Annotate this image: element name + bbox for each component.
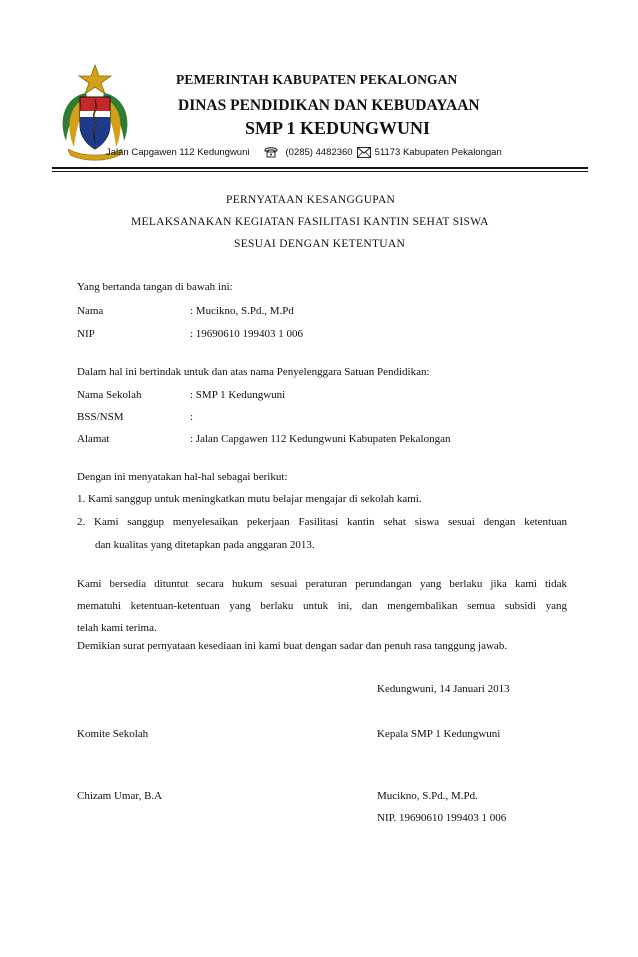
right-signatory-name: Mucikno, S.Pd., M.Pd. — [377, 790, 478, 802]
letterhead-school-name: SMP 1 KEDUNGWUNI — [245, 118, 431, 138]
postal-text: 51173 Kabupaten Pekalongan — [374, 146, 502, 158]
envelope-icon — [357, 147, 371, 158]
address-value: : Jalan Capgawen 112 Kedungwuni Kabupaten Pekalongan — [190, 433, 451, 445]
right-signatory-nip: NIP. 19690610 199403 1 006 — [377, 812, 507, 824]
phone-text: (0285) 4482360 — [285, 146, 353, 158]
signer-intro: Yang bertanda tangan di bawah ini: — [77, 281, 233, 293]
statement-item-2-line2: dan kualitas yang ditetapkan pada anggaran 2013. — [95, 539, 315, 551]
address-label: Alamat — [77, 433, 110, 445]
document-title-line3: SESUAI DENGAN KETENTUAN — [234, 238, 406, 250]
bss-nsm-value: : — [190, 411, 194, 423]
closing-line3: telah kami terima. — [77, 622, 157, 634]
letterhead-divider-thick — [52, 167, 588, 169]
closing-line1: Kami bersedia dituntut secara hukum sesuai peraturan perundangan yang berlaku jika kami tidak — [77, 578, 567, 590]
org-intro: Dalam hal ini bertindak untuk dan atas nama Penyelenggara Satuan Pendidikan: — [77, 366, 430, 378]
statement-intro: Dengan ini menyatakan hal-hal sebagai berikut: — [77, 471, 288, 483]
left-signatory-role: Komite Sekolah — [77, 728, 149, 740]
statement-item-2-line1: 2. Kami sanggup menyelesaikan pekerjaan Fasilitasi kantin sehat siswa sesuai dengan ketentuan — [77, 516, 567, 528]
date-line: Kedungwuni, 14 Januari 2013 — [377, 683, 510, 695]
address-text: Jalan Capgawen 112 Kedungwuni — [106, 146, 250, 158]
document-title-line1: PERNYATAAN KESANGGUPAN — [226, 194, 396, 206]
closing-line4: Demikian surat pernyataan kesediaan ini kami buat dengan sadar dan penuh rasa tanggung jawab. — [77, 640, 508, 652]
right-signatory-role: Kepala SMP 1 Kedungwuni — [377, 728, 501, 740]
letterhead-address-line — [106, 146, 502, 158]
signer-name-value: : Mucikno, S.Pd., M.Pd — [190, 305, 294, 317]
school-name-value: : SMP 1 Kedungwuni — [190, 389, 286, 401]
letterhead-department-name: DINAS PENDIDIKAN DAN KEBUDAYAAN — [178, 97, 480, 114]
bss-nsm-label: BSS/NSM — [77, 411, 124, 423]
school-name-label: Nama Sekolah — [77, 389, 142, 401]
telephone-icon — [264, 146, 278, 158]
left-signatory-name: Chizam Umar, B.A — [77, 790, 163, 802]
statement-item-1: 1. Kami sanggup untuk meningkatkan mutu belajar mengajar di sekolah kami. — [77, 493, 422, 505]
letterhead-divider-thin — [52, 171, 588, 172]
document-title-line2: MELAKSANAKAN KEGIATAN FASILITASI KANTIN SEHAT SISWA — [131, 216, 489, 228]
signer-nip-value: : 19690610 199403 1 006 — [190, 328, 304, 340]
signer-nip-label: NIP — [77, 328, 95, 340]
letterhead-government-name: PEMERINTAH KABUPATEN PEKALONGAN — [176, 72, 458, 87]
signer-name-label: Nama — [77, 305, 104, 317]
closing-line2: mematuhi ketentuan-ketentuan yang berlaku untuk ini, dan mengembalikan semua subsidi yang — [77, 600, 567, 612]
